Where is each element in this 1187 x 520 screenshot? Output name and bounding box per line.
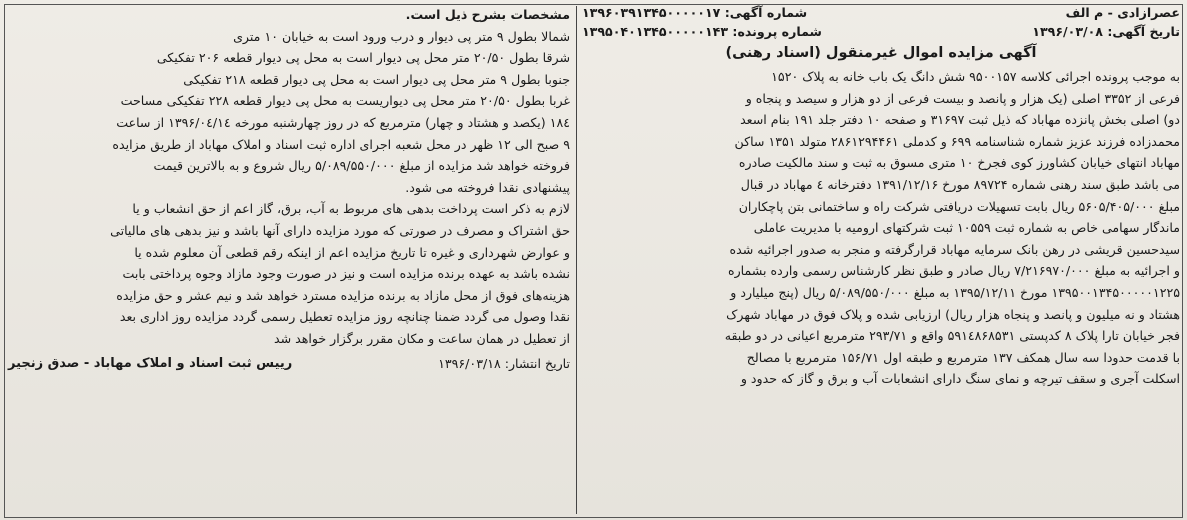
left-column-line: ۹ صبح الی ۱۲ ظهر در محل شعبه اجرای اداره ثبت اسناد و املاک مهاباد از طریق مزایده	[112, 136, 570, 152]
ad-date: تاریخ آگهی: ۱۳۹۶/۰۳/۰۸	[1032, 24, 1180, 39]
left-column-heading: مشخصات بشرح ذیل است.	[405, 7, 570, 22]
left-column-line: فروخته خواهد شد مزایده از مبلغ ۵/۰۸۹/۵۵۰/۰۰۰ ریال شروع و به بالاترین قیمت	[153, 158, 570, 174]
right-column-line: با قدمت حدودا سه سال همکف ۱۳۷ مترمربع و طبقه اول ۱۵۶/۷۱ مترمربع با مصالح	[746, 349, 1180, 365]
right-column-line: فجر خیابان تارا پلاک ۸ کدپستی ۵۹۱٤۸۶۸۵۳۱ واقع و ۲۹۳/۷۱ مترمربع اعیانی در دو طبقه	[724, 328, 1180, 344]
header-row-2	[582, 21, 1180, 40]
left-column-body	[8, 26, 570, 350]
signature: رییس ثبت اسناد و املاک مهاباد - صدق زنجیر	[8, 355, 293, 371]
left-column-line: از تعطیل در همان ساعت و مکان مقرر برگزار خواهد شد	[273, 330, 570, 346]
left-column-line: شرقا بطول ۲۰/۵۰ متر محل پی دیوار است به محل پی دیوار قطعه ۲۰۶ تفکیکی	[156, 50, 570, 66]
publisher-label: عصرازادی - م الف	[1065, 5, 1180, 20]
file-number: شماره پرونده: ۱۳۹۵۰۴۰۱۳۴۵۰۰۰۰۰۱۴۳	[582, 24, 822, 39]
right-column-body	[582, 66, 1180, 390]
left-column-line: جنوبا بطول ۹ متر محل پی دیوار است به محل پی دیوار قطعه ۲۱۸ تفکیکی	[183, 71, 570, 87]
right-column-line: می باشد طبق سند رهنی شماره ۸۹۷۲۴ مورخ ۱۳۹۱/۱۲/۱۶ دفترخانه ٤ مهاباد در قبال	[740, 176, 1180, 192]
right-column-line: به موجب پرونده اجرائی کلاسه ۹۵۰۰۱۵۷ شش دانگ یک باب خانه به پلاک ۱۵۲۰	[771, 69, 1180, 84]
right-column-line: مبلغ ۵۶۰۵/۴۰۵/۰۰۰ ریال بابت تسهیلات دریافتی شرکت راه و ساختمانی بتن پاچکاران	[738, 198, 1180, 214]
left-column-line: هزینه‌های فوق از محل مازاد به برنده مزایده مسترد خواهد شد و نیم عشر و حق مزایده	[116, 287, 570, 303]
left-column-line: نشده باشد به عهده برنده مزایده است و نیز در صورت وجود مازاد وجوه پرداختی بابت	[122, 266, 570, 282]
publication-date: تاریخ انتشار: ۱۳۹۶/۰۳/۱۸	[438, 355, 570, 371]
right-column-line: مهاباد انتهای خیابان کشاورز کوی فجرخ ۱۰ متری مسوق به ثبت و سند مالکیت صادره	[738, 155, 1180, 171]
right-column-line: محمدزاده فرزند عزیز شماره شناسنامه ۶۹۹ و کدملی ۲۸۶۱۲۹۴۴۶۱ متولد ۱۳۵۱ ساکن	[734, 133, 1180, 149]
left-column-line: غربا بطول ۲۰/۵۰ متر محل پی دیواریست به محل پی دیوار قطعه ۲۲۸ تفکیکی مساحت	[120, 93, 570, 109]
right-column-line: سیدحسین قریشی در رهن بانک سرمایه مهاباد قرارگرفته و منجر به صدور اجرائیه شده	[729, 241, 1180, 257]
left-column-line: نقدا وصول می گردد ضمنا چنانچه روز مزایده تعطیل رسمی گردد مزایده روز اداری بعد	[119, 309, 570, 325]
right-column	[582, 0, 1180, 390]
right-column-line: اسکلت آجری و سقف تیرچه و نمای سنگ دارای انشعابات آب و برق و گاز که حدود و	[740, 371, 1180, 387]
right-column-line: هشتاد و نه میلیون و پانصد و پنجاه هزار ریال) ارزیابی شده و پلاک فوق در مهاباد شهرک	[726, 306, 1180, 322]
left-column-line: پیشنهادی نقدا فروخته می شود.	[405, 179, 570, 195]
left-column-line: شمالا بطول ۹ متر پی دیوار و درب ورود است به خیابان ۱۰ متری	[233, 28, 570, 44]
left-column-line: لازم به ذکر است پرداخت بدهی های مربوط به آب، برق، گاز اعم از حق انشعاب و یا	[132, 201, 570, 217]
notice-title: آگهی مزایده اموال غیرمنقول (اسناد رهنی)	[725, 45, 1037, 61]
left-column	[8, 0, 570, 376]
header-row-1	[582, 2, 1180, 21]
right-column-line: فرعی از ۳۳۵۲ اصلی (یک هزار و پانصد و بیست فرعی از دو هزار و سیصد و پنجاه و	[745, 90, 1180, 106]
right-column-line: و اجرائیه به مبلغ ۷/۲۱۶۹۷۰/۰۰۰ ریال صادر و طبق نظر کارشناس رسمی وارده بشماره	[727, 263, 1180, 279]
column-divider	[576, 6, 577, 514]
left-column-line: حق اشتراک و مصرف در صورتی که مورد مزایده دارای آنها باشد و نیز بدهی های مالیاتی	[110, 222, 570, 238]
ad-number: شماره آگهی: ۱۳۹۶۰۳۹۱۳۴۵۰۰۰۰۰۱۷	[582, 5, 808, 20]
signature-row	[8, 352, 570, 376]
left-column-line: و عوارض شهرداری و غیره تا تاریخ مزایده اعم از اینکه رقم قطعی آن معلوم شده یا	[134, 244, 570, 260]
right-column-line: دو) اصلی بخش پانزده مهاباد که ذیل ثبت ۳۱۶۹۷ و صفحه ۱۰ دفتر جلد ۱۹۱ بنام اسعد	[740, 112, 1180, 128]
right-column-line: ماندگار سهامی خاص به شماره ثبت ۱۰۵۵۹ ثبت شرکتهای ارومیه با مدیریت عاملی	[753, 220, 1180, 236]
left-column-line: ۱۸٤ (یکصد و هشتاد و چهار) مترمربع که در روز چهارشنبه مورخه ۱۳۹۶/۰٤/۱٤ از ساعت	[116, 114, 570, 130]
right-column-line: ۱۳۹۵۰۰۱۳۴۵۰۰۰۰۰۱۲۲۵ مورخ ۱۳۹۵/۱۲/۱۱ به مبلغ ۵/۰۸۹/۵۵۰/۰۰۰ ریال (پنج میلیارد و	[730, 284, 1180, 300]
